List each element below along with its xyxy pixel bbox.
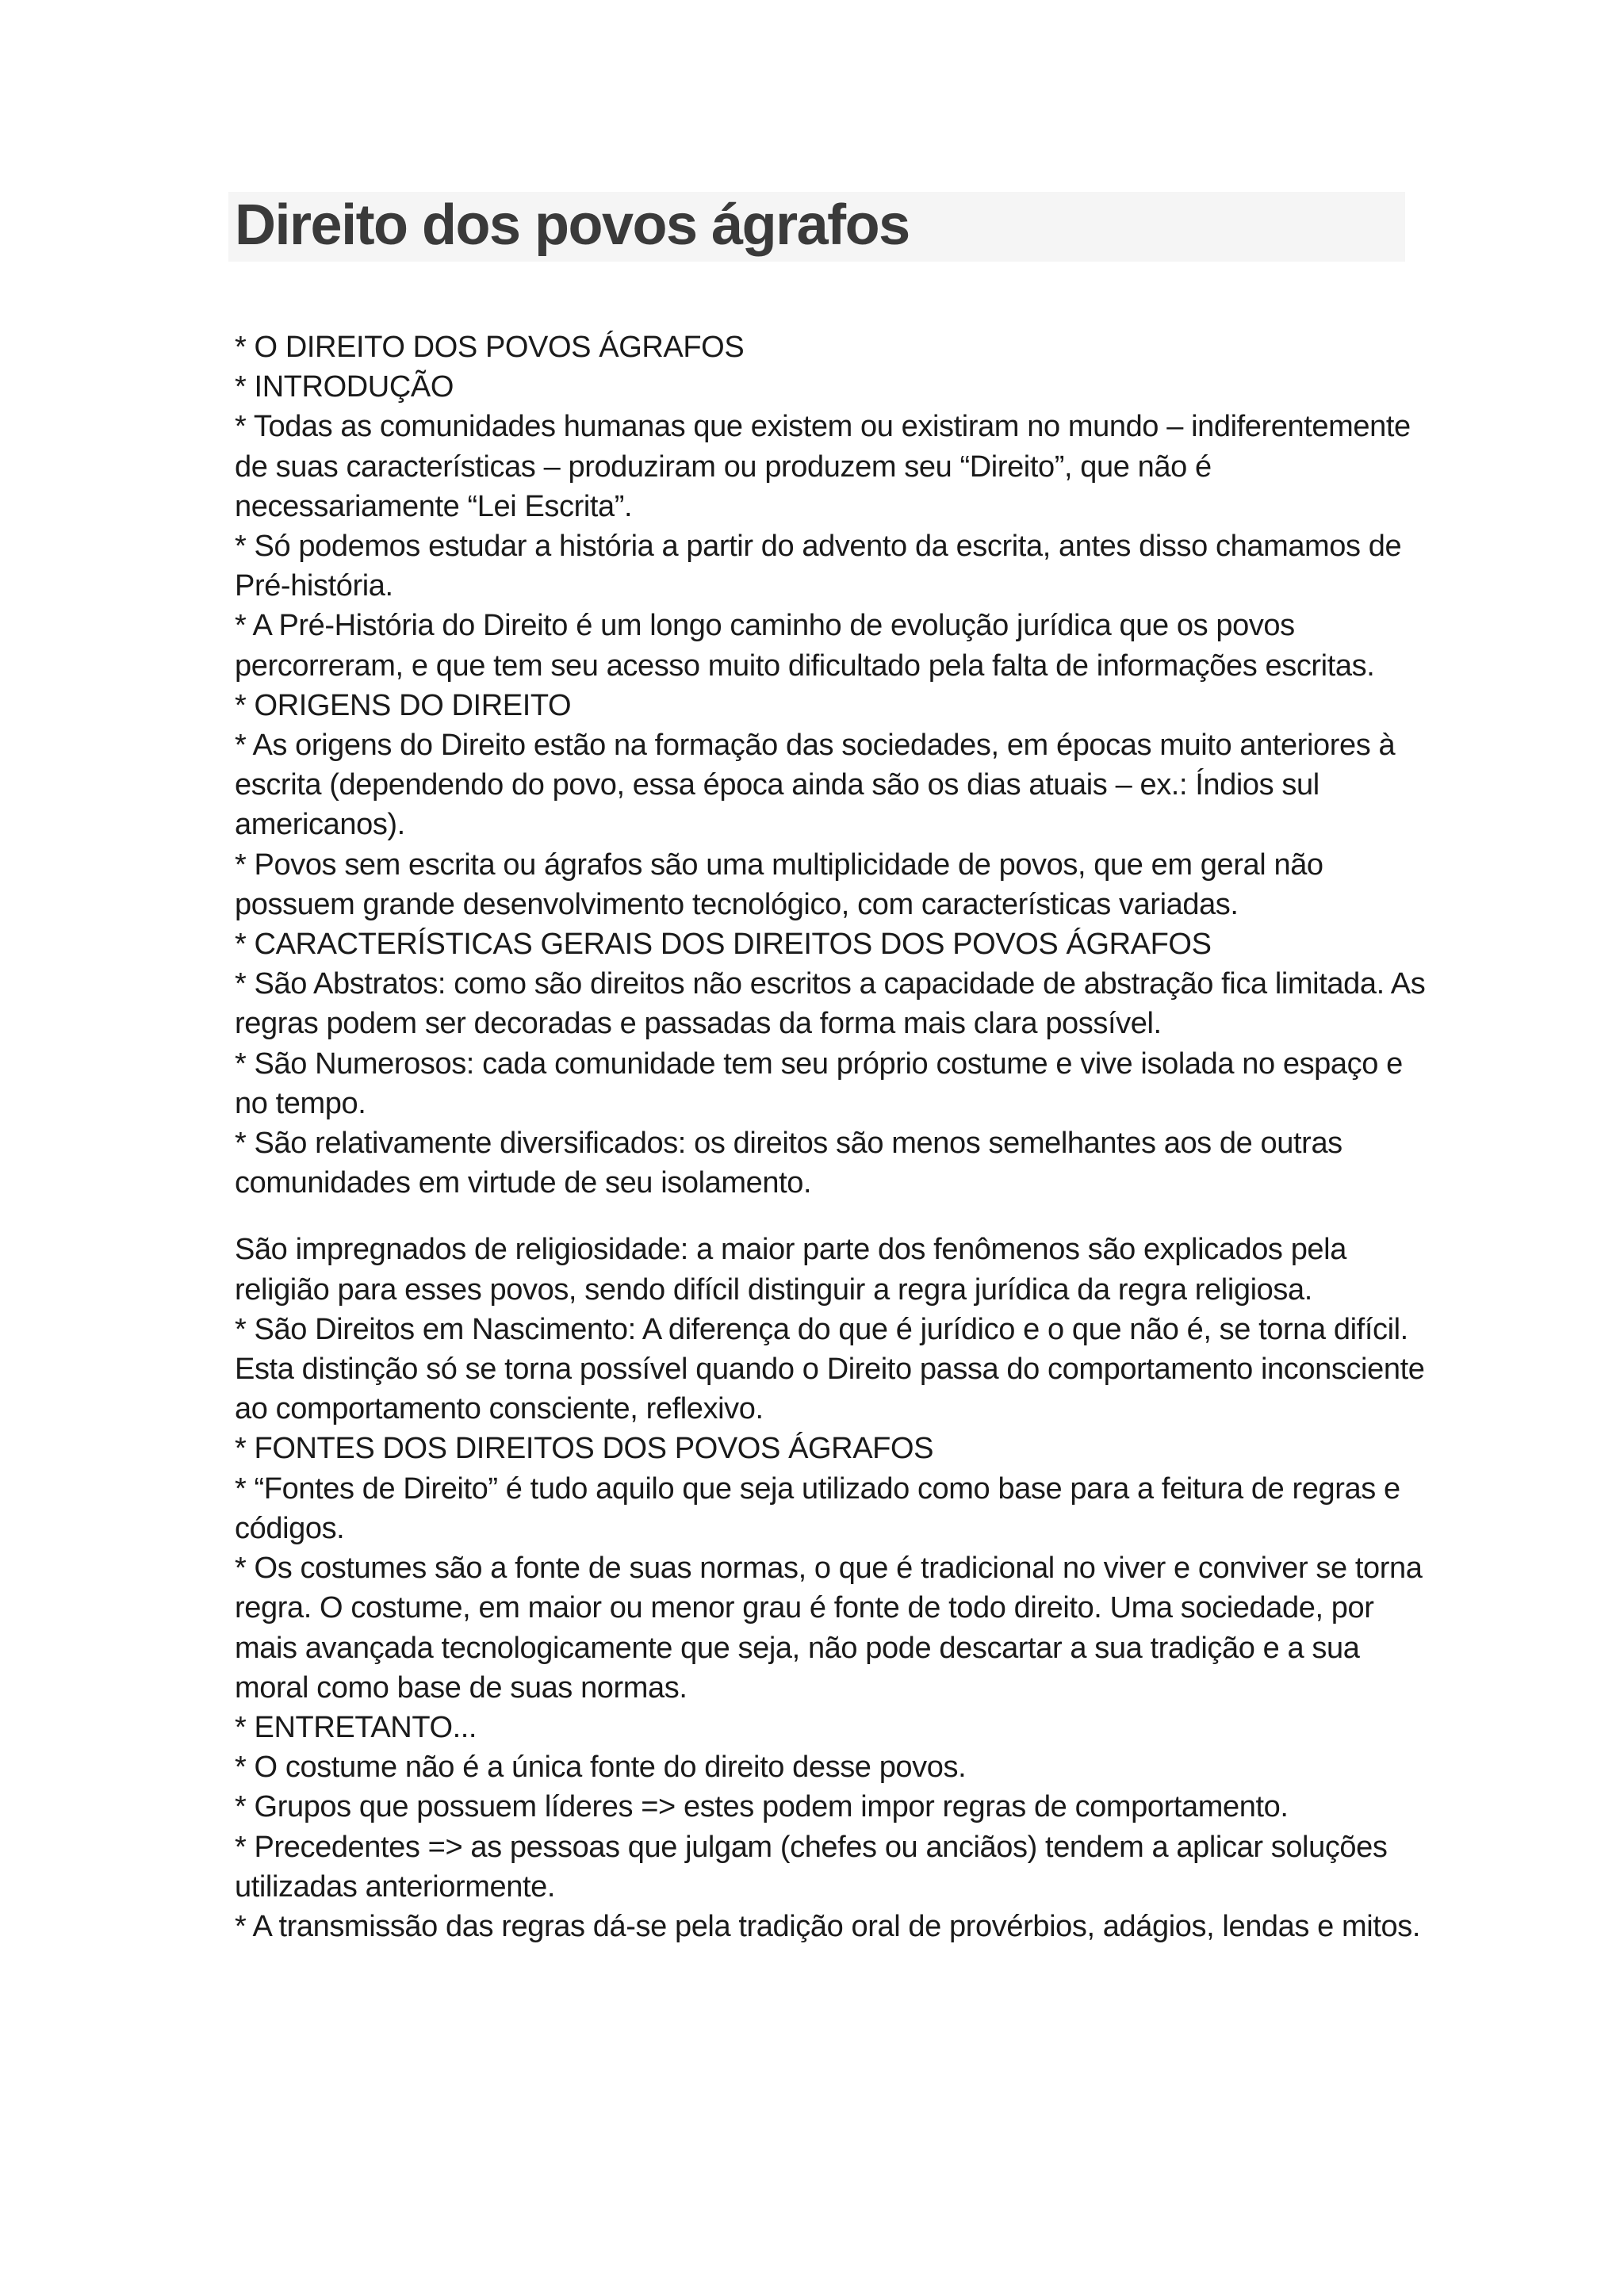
paragraph: * INTRODUÇÃO [235, 370, 454, 404]
paragraph: * A transmissão das regras dá-se pela tradição oral de provérbios, adágios, lendas e mitos. [235, 1909, 1420, 1943]
document-title: Direito dos povos ágrafos [235, 193, 910, 257]
paragraph: * ENTRETANTO... [235, 1710, 477, 1744]
paragraph: * O DIREITO DOS POVOS ÁGRAFOS [235, 331, 745, 364]
paragraph: * Grupos que possuem líderes => estes podem impor regras de comportamento. [235, 1790, 1289, 1824]
document-body [235, 327, 1432, 1946]
paragraph: * São Abstratos: como são direitos não escritos a capacidade de abstração fica limitada. As regras podem ser decoradas e passadas da forma mais clara possível. [235, 967, 1426, 1041]
paragraph: * São Numerosos: cada comunidade tem seu próprio costume e vive isolada no espaço e no tempo. [235, 1047, 1403, 1120]
paragraph: * Precedentes => as pessoas que julgam (chefes ou anciãos) tendem a aplicar soluções utilizadas anteriormente. [235, 1830, 1388, 1904]
paragraph: * ORIGENS DO DIREITO [235, 688, 572, 722]
paragraph: * São relativamente diversificados: os direitos são menos semelhantes aos de outras comunidades em virtude de seu isolamento. [235, 1127, 1342, 1200]
paragraph: * CARACTERÍSTICAS GERAIS DOS DIREITOS DOS POVOS ÁGRAFOS [235, 928, 1212, 962]
paragraph: * São Direitos em Nascimento: A diferença do que é jurídico e o que não é, se torna difícil. Esta distinção só se torna possível quando o Direito passa do comportamento inconsciente ao comportamento consciente, reflexivo. [235, 1312, 1425, 1426]
paragraph: São impregnados de religiosidade: a maior parte dos fenômenos são explicados pela religião para esses povos, sendo difícil distinguir a regra jurídica da regra religiosa. [235, 1233, 1346, 1307]
paragraph: * “Fontes de Direito” é tudo aquilo que seja utilizado como base para a feitura de regras e códigos. [235, 1471, 1400, 1545]
paragraph: * Os costumes são a fonte de suas normas, o que é tradicional no viver e conviver se torna regra. O costume, em maior ou menor grau é fonte de todo direito. Uma sociedade, por mais avançada tecnologicamente que seja, não pode descartar a sua tradição e a sua moral como base de suas normas. [235, 1552, 1423, 1705]
paragraph: * O costume não é a única fonte do direito desse povos. [235, 1751, 967, 1785]
paragraph: * A Pré-História do Direito é um longo caminho de evolução jurídica que os povos percorreram, e que tem seu acesso muito dificultado pela falta de informações escritas. [235, 609, 1375, 683]
paragraph: * FONTES DOS DIREITOS DOS POVOS ÁGRAFOS [235, 1432, 934, 1466]
paragraph: * As origens do Direito estão na formação das sociedades, em épocas muito anteriores à escrita (dependendo do povo, essa época ainda são os dias atuais – ex.: Índios sul americanos). [235, 729, 1396, 842]
paragraph: * Só podemos estudar a história a partir do advento da escrita, antes disso chamamos de Pré-história. [235, 530, 1402, 603]
paragraph: * Todas as comunidades humanas que existem ou existiram no mundo – indiferentemente de suas características – produziram ou produzem seu “Direito”, que não é necessariamente “Lei Escrita”. [235, 410, 1411, 523]
paragraph: * Povos sem escrita ou ágrafos são uma multiplicidade de povos, que em geral não possuem grande desenvolvimento tecnológico, com características variadas. [235, 848, 1323, 921]
